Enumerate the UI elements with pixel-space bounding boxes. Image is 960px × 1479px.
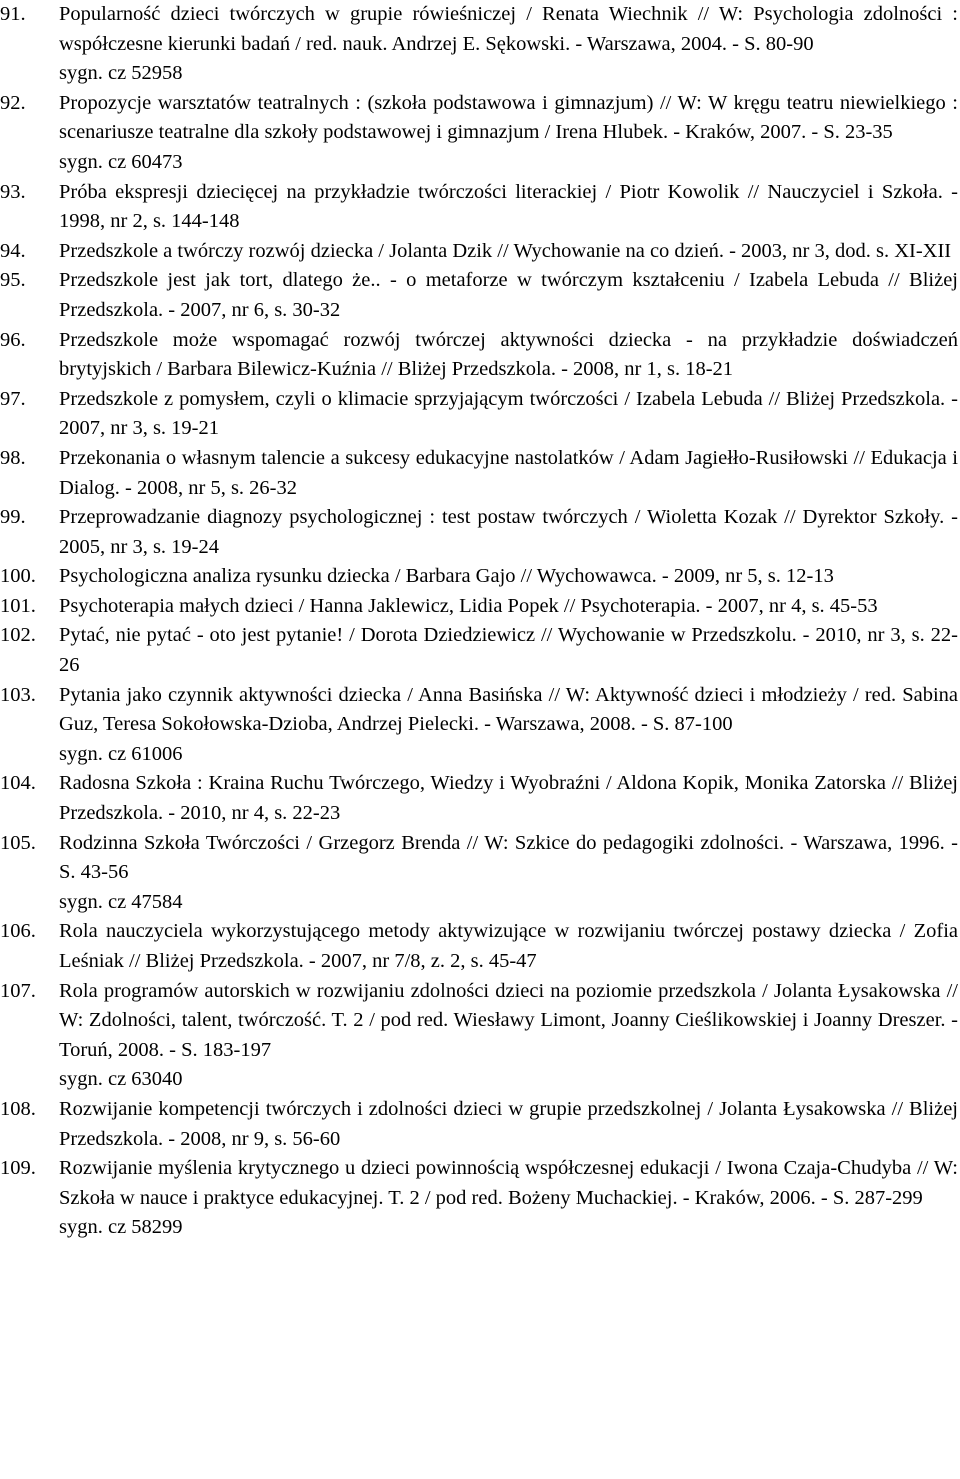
- entry-shelfmark: sygn. cz 47584: [59, 890, 183, 913]
- entry-description: Rodzinna Szkoła Twórczości / Grzegorz Brenda // W: Szkice do pedagogiki zdolności. - Warszawa, 1996. - S. 43-56: [59, 831, 958, 884]
- entry-body: [59, 917, 960, 976]
- entry-body: [59, 562, 960, 592]
- entry-body: [59, 977, 960, 1095]
- bibliography-entry: [0, 917, 960, 976]
- entry-body: [59, 0, 960, 89]
- bibliography-entry: [0, 1095, 960, 1154]
- entry-description: Przedszkole może wspomagać rozwój twórczej aktywności dziecka - na przykładzie doświadczeń brytyjskich / Barbara Bilewicz-Kuźnia // Bliżej Przedszkola. - 2008, nr 1, s. 18-21: [59, 328, 958, 381]
- entry-shelfmark: sygn. cz 63040: [59, 1068, 183, 1091]
- entry-description: Psychologiczna analiza rysunku dziecka / Barbara Gajo // Wychowawca. - 2009, nr 5, s. 12-13: [59, 565, 834, 588]
- entry-description: Popularność dzieci twórczych w grupie rówieśniczej / Renata Wiechnik // W: Psychologia zdolności : współczesne kierunki badań / red. nauk. Andrzej E. Sękowski. - Warszawa, 2004. - S. 80-90: [59, 3, 958, 55]
- entry-body: [59, 769, 960, 828]
- entry-body: [59, 89, 960, 178]
- entry-description: Rozwijanie kompetencji twórczych i zdolności dzieci w grupie przedszkolnej / Jolanta Łysakowska // Bliżej Przedszkola. - 2008, nr 9, s. 56-60: [59, 1097, 958, 1150]
- entry-body: [59, 385, 960, 444]
- entry-description: Pytać, nie pytać - oto jest pytanie! / Dorota Dziedziewicz // Wychowanie w Przedszkolu. - 2010, nr 3, s. 22-26: [59, 624, 958, 677]
- entry-body: [59, 326, 960, 385]
- bibliography-entry: [0, 592, 960, 622]
- bibliography-entry: [0, 237, 960, 267]
- entry-description: Psychoterapia małych dzieci / Hanna Jaklewicz, Lidia Popek // Psychoterapia. - 2007, nr 4, s. 45-53: [59, 594, 878, 617]
- entry-shelfmark: sygn. cz 61006: [59, 742, 183, 765]
- bibliography-entry: [0, 1154, 960, 1243]
- entry-body: [59, 681, 960, 770]
- entry-number: 99.: [0, 506, 26, 529]
- bibliography-entry: [0, 503, 960, 562]
- entry-description: Próba ekspresji dziecięcej na przykładzie twórczości literackiej / Piotr Kowolik // Nauczyciel i Szkoła. - 1998, nr 2, s. 144-148: [59, 180, 958, 233]
- entry-number: 102.: [0, 624, 36, 647]
- entry-body: [59, 621, 960, 680]
- bibliography-entry: [0, 829, 960, 918]
- entry-description: Radosna Szkoła : Kraina Ruchu Twórczego, Wiedzy i Wyobraźni / Aldona Kopik, Monika Zatorska // Bliżej Przedszkola. - 2010, nr 4, s. 22-23: [59, 772, 958, 825]
- entry-description: Rola programów autorskich w rozwijaniu zdolności dzieci na poziomie przedszkola / Jolanta Łysakowska // W: Zdolności, talent, twórczość. T. 2 / pod red. Wiesławy Limont, Joanny Cieślikowskiej i Joanny Dreszer. - Toruń, 2008. - S. 183-197: [59, 979, 958, 1061]
- entry-shelfmark: sygn. cz 60473: [59, 150, 183, 173]
- entry-number: 107.: [0, 979, 36, 1002]
- bibliography-entry: [0, 385, 960, 444]
- bibliography-entry: [0, 0, 960, 89]
- entry-number: 105.: [0, 831, 36, 854]
- entry-description: Przedszkole a twórczy rozwój dziecka / Jolanta Dzik // Wychowanie na co dzień. - 2003, nr 3, dod. s. XI-XII: [59, 239, 952, 262]
- entry-body: [59, 178, 960, 237]
- entry-description: Przedszkole jest jak tort, dlatego że.. - o metaforze w twórczym kształceniu / Izabela Lebuda // Bliżej Przedszkola. - 2007, nr 6, s. 30-32: [59, 269, 958, 321]
- bibliography-entry: [0, 621, 960, 680]
- entry-body: [59, 592, 960, 622]
- entry-number: 92.: [0, 91, 26, 114]
- entry-number: 104.: [0, 772, 36, 795]
- bibliography-entry: [0, 178, 960, 237]
- entry-number: 97.: [0, 387, 26, 410]
- entry-body: [59, 1095, 960, 1154]
- entry-number: 106.: [0, 920, 36, 943]
- entry-description: Rola nauczyciela wykorzystującego metody aktywizujące w rozwijaniu twórczej postawy dziecka / Zofia Leśniak // Bliżej Przedszkola. - 2007, nr 7/8, z. 2, s. 45-47: [59, 920, 958, 972]
- bibliography-entry: [0, 266, 960, 325]
- entry-number: 103.: [0, 683, 36, 706]
- entry-shelfmark: sygn. cz 52958: [59, 62, 183, 85]
- bibliography-entry: [0, 977, 960, 1095]
- entry-number: 93.: [0, 180, 26, 203]
- bibliography-entry: [0, 444, 960, 503]
- entry-number: 95.: [0, 269, 26, 292]
- entry-number: 96.: [0, 328, 26, 351]
- entry-body: [59, 237, 960, 267]
- entry-shelfmark: sygn. cz 58299: [59, 1216, 183, 1239]
- entry-body: [59, 444, 960, 503]
- entry-number: 101.: [0, 594, 36, 617]
- entry-body: [59, 1154, 960, 1243]
- entry-number: 108.: [0, 1097, 36, 1120]
- bibliography-entry: [0, 769, 960, 828]
- bibliography-entry: [0, 562, 960, 592]
- entry-number: 98.: [0, 446, 26, 469]
- entry-number: 94.: [0, 239, 26, 262]
- entry-description: Przedszkole z pomysłem, czyli o klimacie sprzyjającym twórczości / Izabela Lebuda // Bliżej Przedszkola. - 2007, nr 3, s. 19-21: [59, 387, 958, 440]
- entry-description: Przeprowadzanie diagnozy psychologicznej : test postaw twórczych / Wioletta Kozak // Dyrektor Szkoły. - 2005, nr 3, s. 19-24: [59, 506, 958, 558]
- entry-body: [59, 503, 960, 562]
- entry-description: Propozycje warsztatów teatralnych : (szkoła podstawowa i gimnazjum) // W: W kręgu teatru niewielkiego : scenariusze teatralne dla szkoły podstawowej i gimnazjum / Irena Hlubek. - Kraków, 2007. - S. 23-35: [59, 91, 958, 144]
- entry-body: [59, 266, 960, 325]
- entry-body: [59, 829, 960, 918]
- bibliography-entry: [0, 681, 960, 770]
- bibliography-entry: [0, 89, 960, 178]
- entry-number: 109.: [0, 1157, 36, 1180]
- entry-number: 91.: [0, 3, 26, 25]
- entry-description: Przekonania o własnym talencie a sukcesy edukacyjne nastolatków / Adam Jagiełło-Rusiłowski // Edukacja i Dialog. - 2008, nr 5, s. 26-32: [59, 446, 958, 499]
- entry-description: Pytania jako czynnik aktywności dziecka / Anna Basińska // W: Aktywność dzieci i młodzieży / red. Sabina Guz, Teresa Sokołowska-Dzioba, Andrzej Pielecki. - Warszawa, 2008. - S. 87-100: [59, 683, 958, 736]
- bibliography-entry: [0, 326, 960, 385]
- entry-number: 100.: [0, 565, 36, 588]
- entry-description: Rozwijanie myślenia krytycznego u dzieci powinnością współczesnej edukacji / Iwona Czaja-Chudyba // W: Szkoła w nauce i praktyce edukacyjnej. T. 2 / pod red. Bożeny Muchackiej. - Kraków, 2006. - S. 287-299: [59, 1157, 958, 1209]
